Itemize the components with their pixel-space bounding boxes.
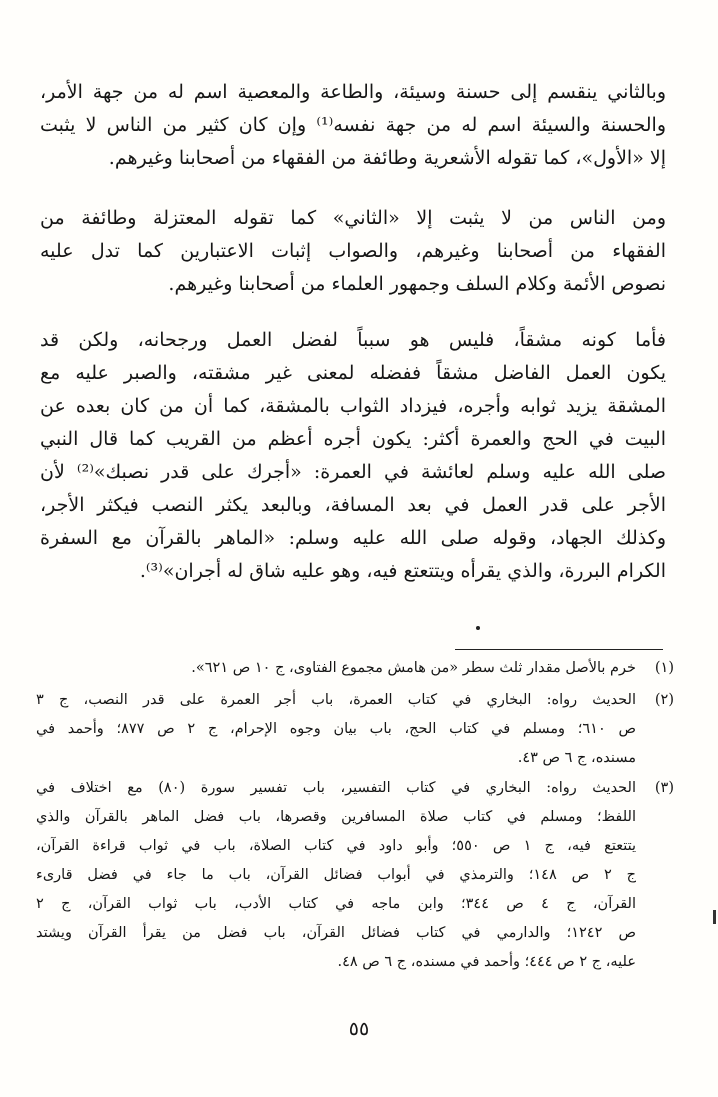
text-line: ومن الناس من لا يثبت إلا «الثاني» كما تقوله المعتزلة وطائفة من bbox=[40, 207, 666, 229]
body-paragraph-1 bbox=[40, 76, 666, 175]
footnote-line: القرآن، ج ٤ ص ٣٤٤؛ وابن ماجه في كتاب الأدب، باب ثواب القرآن، ج ٢ bbox=[36, 896, 637, 912]
footnote-line: يتتعتع فيه، ج ١ ص ٥٥٠؛ وأبو داود في كتاب الصلاة، باب في ثواب قراءة القرآن، bbox=[36, 838, 637, 854]
footnote-line: خرم بالأصل مقدار ثلث سطر «من هامش مجموع الفتاوى، ج ١٠ ص ٦٢١». bbox=[191, 660, 636, 676]
footnote-3 bbox=[36, 774, 674, 977]
body-paragraph-2 bbox=[40, 202, 666, 301]
footnote-line: ج ٢ ص ١٤٨؛ والترمذي في أبواب فضائل القرآن، باب ما جاء في فضل قارىء bbox=[36, 867, 636, 883]
footnote-number: (٢) bbox=[654, 692, 674, 708]
text-line: وبالثاني ينقسم إلى حسنة وسيئة، والطاعة والمعصية اسم له من جهة الأمر، bbox=[40, 81, 666, 103]
text-line: المشقة يزيد ثوابه وأجره، فيزداد الثواب بالمشقة، كما أن من كان بعده عن bbox=[40, 395, 666, 417]
footnote-line: مسنده، ج ٦ ص ٤٣. bbox=[517, 750, 636, 766]
scan-edge-mark bbox=[713, 910, 716, 924]
footnote-1 bbox=[36, 654, 674, 683]
text-line: والحسنة والسيئة اسم له من جهة نفسه⁽¹⁾ وإن كان كثير من الناس لا يثبت bbox=[40, 114, 667, 136]
ink-dot bbox=[476, 626, 480, 630]
footnote-2 bbox=[36, 686, 674, 773]
footnote-number: (٣) bbox=[654, 780, 674, 796]
footnote-line: عليه، ج ٢ ص ٤٤٤؛ وأحمد في مسنده، ج ٦ ص ٤٨. bbox=[337, 954, 636, 970]
footnote-number: (١) bbox=[654, 660, 674, 676]
text-line: صلى الله عليه وسلم لعائشة في العمرة: «أجرك على قدر نصبك»⁽²⁾ لأن bbox=[40, 461, 666, 483]
text-line: البيت في الحج والعمرة أكثر: يكون أجره أعظم من القريب كما قال النبي bbox=[40, 428, 666, 450]
text-line: الكرام البررة، والذي يقرأه ويتتعتع فيه، وهو عليه شاق له أجران»⁽³⁾. bbox=[139, 560, 666, 582]
footnote-line: ص ١٢٤٢؛ والدارمي في كتاب فضائل القرآن، باب فضل من يقرأ القرآن ويشتد bbox=[36, 925, 636, 941]
text-line: وكذلك الجهاد، وقوله صلى الله عليه وسلم: «الماهر بالقرآن مع السفرة bbox=[40, 527, 666, 549]
text-line: الأجر على قدر العمل في بعد المسافة، وبالبعد يكثر النصب فيكثر الأجر، bbox=[40, 494, 666, 516]
text-line: يكون العمل الفاضل مشقاً ففضله لمعنى غير مشقته، والصبر عليه مع bbox=[40, 362, 666, 384]
page-number: ٥٥ bbox=[348, 1018, 370, 1040]
text-line: الفقهاء من أصحابنا وغيرهم، والصواب إثبات الاعتبارين كما تدل عليه bbox=[40, 240, 666, 262]
footnote-line: ص ٦١٠؛ ومسلم في كتاب الحج، باب بيان وجوه الإحرام، ج ٢ ص ٨٧٧؛ وأحمد في bbox=[36, 721, 637, 737]
body-paragraph-3 bbox=[40, 324, 666, 588]
footnote-line: اللفظ؛ ومسلم في كتاب صلاة المسافرين وقصرها، باب فضل الماهر بالقرآن والذي bbox=[36, 809, 636, 825]
text-line: فأما كونه مشقاً، فليس هو سبباً لفضل العمل ورجحانه، ولكن قد bbox=[40, 329, 666, 351]
text-line: نصوص الأئمة وكلام السلف وجمهور العلماء من أصحابنا وغيرهم. bbox=[168, 273, 666, 295]
text-line: إلا «الأول»، كما تقوله الأشعرية وطائفة من الفقهاء من أصحابنا وغيرهم. bbox=[108, 147, 666, 169]
footnote-separator bbox=[455, 649, 663, 650]
footnote-line: الحديث رواه: البخاري في كتاب العمرة، باب أجر العمرة على قدر النصب، ج ٣ bbox=[36, 692, 636, 708]
footnote-line: الحديث رواه: البخاري في كتاب التفسير، باب تفسير سورة (٨٠) مع اختلاف في bbox=[36, 780, 636, 796]
